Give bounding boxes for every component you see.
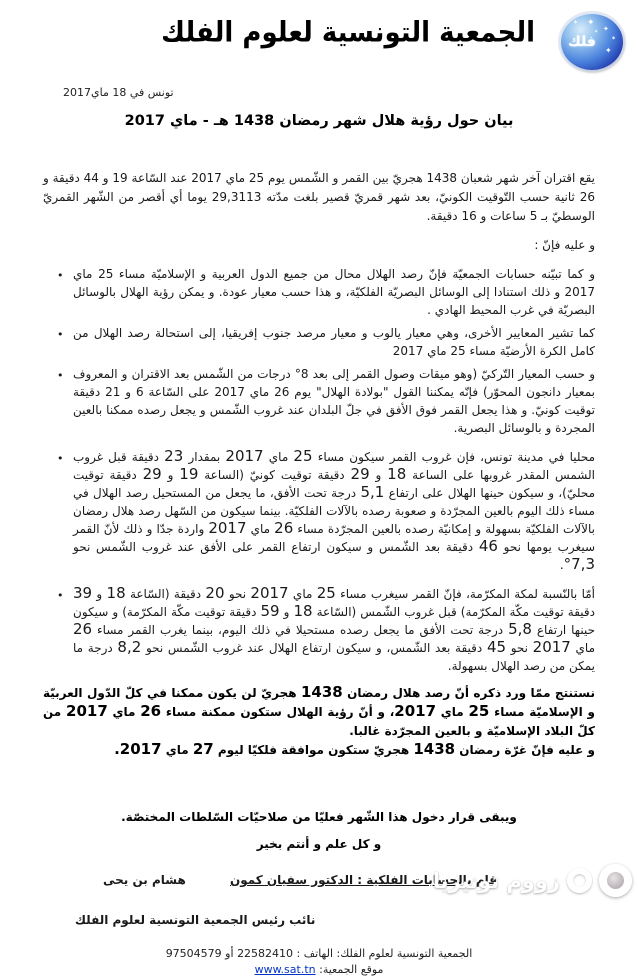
conclusion-paragraph: [43, 684, 595, 760]
star-icon: ✦: [603, 25, 609, 33]
logo-arabic-word: فلك: [568, 34, 596, 50]
bullet-marker-icon: •: [57, 452, 64, 465]
footer-contact-line: الجمعية التونسية لعلوم الفلك: الهاتف : 22582410 أو 97504579: [165, 947, 473, 960]
watermark-text: زووم تونيزيا: [432, 868, 560, 893]
list-item: [57, 324, 595, 360]
footer-site-line: [43, 963, 595, 976]
website-label: موقع الجمعية:: [319, 963, 384, 976]
bullet-marker-icon: •: [57, 589, 64, 602]
lead-in-line: و عليه فإنّ :: [534, 238, 595, 252]
org-name-calligraphy: الجمعية التونسية لعلوم الفلك: [161, 16, 535, 50]
intro-paragraph: يقع اقتران آخر شهر شعبان 1438 هجريّ بين القمر و الشّمس يوم 25 ماي 2017 عند السّاعة 19 و 44 دقيقة و 26 ثانية حسب التّوقيت الكونيّ، بعد شهر قمريّ قصير بلغت مدّته 29,3113 يوما أي أقصر من الشّهر القمريّ الوسطيّ بـ 5 ساعات و 16 دقيقة.: [43, 171, 596, 223]
closing-greeting: و كل علم و أنتم بخير: [256, 837, 382, 851]
camera-lens-icon: [599, 864, 632, 897]
list-item: [57, 265, 596, 319]
document-header: [43, 12, 617, 78]
list-item: [57, 365, 595, 437]
signer-name: هشام بن يحى: [103, 873, 186, 887]
bullet-marker-icon: •: [57, 328, 64, 341]
statement-title: بيان حول رؤية هلال شهر رمضان 1438 هـ - ماي 2017: [124, 113, 514, 129]
star-icon: ✶: [573, 19, 579, 26]
star-icon: ✦: [605, 46, 612, 55]
bullet-marker-icon: •: [57, 369, 64, 382]
star-icon: ✶: [594, 29, 599, 35]
conclusion-sentence-1: نستنتج ممّا ورد ذكره أنّ رصد هلال رمضان 1438 هجريّ لن يكون ممكنا في كلّ الدّول العربيّة و الإسلاميّة مساء 25 ماي 2017، و أنّ رؤية الهلال ستكون ممكنة مساء 26 ماي 2017 من كلّ البلاد الإسلاميّة و بالعين المجرّدة غالبا.: [43, 683, 596, 738]
calculations-credit: قام بالحسابات الفلكية : الدكتور سفيان كمون: [229, 873, 497, 887]
website-link[interactable]: www.sat.tn: [254, 963, 316, 976]
findings-list: [57, 265, 596, 675]
list-item-text: كما تشير المعايير الأخرى، وهي معيار يالوب و معيار مرصد جنوب إفريقيا، إلى استحالة رصد الهلال من كامل الكرة الأرضيّة مساء 25 ماي 2017: [73, 326, 595, 358]
list-item: [57, 447, 596, 574]
zoom-tunisia-watermark: [433, 864, 632, 897]
camera-ring-icon: [567, 868, 592, 893]
list-item-text: أمّا بالنّسبة لمكة المكرّمة، فإنّ القمر سيغرب مساء 25 ماي 2017 نحو 20 دقيقة (السّاعة 18 و 39 دقيقة توقيت مكّة المكرّمة) قبل غروب الشّمس (السّاعة 18 و 59 دقيقة توقيت مكّة المكرّمة) و سيكون حينها ارتفاع 5,8 درجة تحت الأفق ما يجعل رصده مستحيلا في ذلك اليوم، بينما يغرب القمر مساء 26 ماي 2017 نحو 45 دقيقة بعد الشّمس، و سيكون ارتفاع الهلال عند غروب الشّمس نحو 8,2 درجة ما يمكن من رصد الهلال بسهولة.: [73, 584, 596, 673]
bullet-marker-icon: •: [57, 269, 64, 282]
authority-note: ويبقى قرار دخول هذا الشّهر فعليّا من صلاحيّات السّلطات المختصّة.: [121, 810, 517, 824]
society-logo-icon: [561, 14, 623, 70]
date-place-line: تونس في 18 ماي2017: [63, 86, 174, 99]
star-icon: ✦: [587, 18, 595, 28]
conclusion-sentence-2: و عليه فإنّ غرّة رمضان 1438 هجريّ ستكون موافقة فلكيّا ليوم 27 ماي 2017.: [114, 740, 595, 758]
document-footer: [43, 947, 595, 976]
list-item: [57, 584, 596, 675]
list-item-text: محليا في مدينة تونس، فإن غروب القمر سيكون مساء 25 ماي 2017 بمقدار 23 دقيقة قبل غروب الشمس المقدر غروبها على الساعة 18 و 29 دقيقة توقيت كونيّ (الساعة 19 و 29 دقيقة توقيت محليّ)، و سيكون حينها الهلال على ارتفاع 5,1 درجة تحت الأفق، ما يجعل من المستحيل رصد الهلال في مساء ذلك اليوم بالعين المجرّدة و صعوبة رصده بالآلات الفلكيّة. بينما سيكون من السّهل رصد هلال رمضان بالآلات الفلكيّة بسهولة و إمكانيّة رصده بالعين المجرّدة مساء 26 ماي 2017 واردة جدّا و ذلك لأنّ القمر سيغرب يومها نحو 46 دقيقة بعد الشّمس و سيكون ارتفاع القمر على الأفق عند غروب الشّمس نحو 7,3°.: [73, 447, 596, 573]
star-icon: ✶: [611, 35, 617, 42]
list-item-text: و حسب المعيار التّركيّ (وهو ميقات وصول القمر إلى بعد 8° درجات من الشّمس بعد الاقتران و المعروف بمعيار دانجون المحوّر) فإنّه يمكننا القول "بولادة الهلال" يوم 26 ماي 2017 على السّاعة 6 و 21 دقيقة توقيت كونيّ. و هذا يجعل القمر فوق الأفق في جلّ البلدان عند غروب الشّمس و يجعل رصده ممكنا بالعين المجردة و بالوسائل البصرية.: [73, 367, 595, 435]
list-item-text: و كما تبيّنه حسابات الجمعيّة فإنّ رصد الهلال محال من جميع الدول العربية و الإسلاميّة مساء 25 ماي 2017 و ذلك استنادا إلى الوسائل البصريّة الفلكيّة، و هذا حسب معيار عودة. و يمكن رؤية الهلال بالوسائل البصريّة في غرب المحيط الهادي .: [73, 267, 596, 317]
signer-title: نائب رئيس الجمعية التونسية لعلوم الفلك: [75, 913, 316, 927]
